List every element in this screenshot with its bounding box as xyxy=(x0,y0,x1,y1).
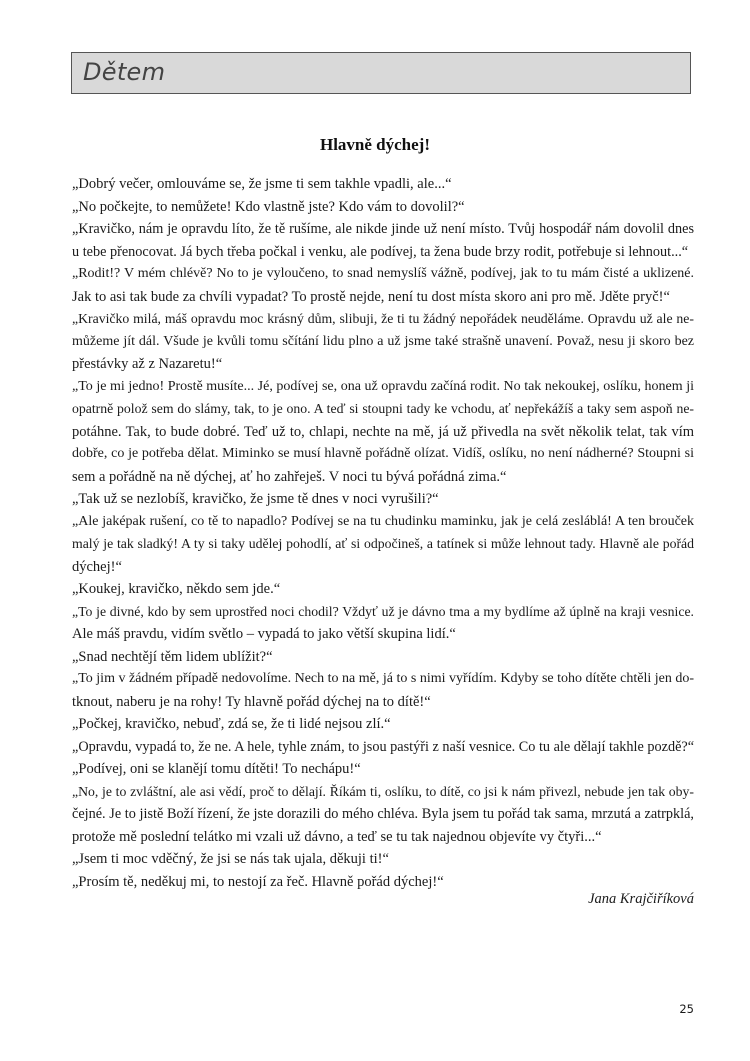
story-line: opatrně polož sem do slámy, tak, to je ono. A teď si stoupni tady ke vchodu, ať nepřekážíš a taky sem aspoň ne- xyxy=(72,401,694,416)
story-line: „Počkej, kravičko, nebuď, zdá se, že ti lidé nejsou zlí.“ xyxy=(72,716,391,732)
story-line: protože mě poslední telátko mi vzali už dávno, a teď se tu tak najednou objevíte vy čtyři...“ xyxy=(72,828,602,845)
story-line: „To je mi jedno! Prostě musíte... Jé, podívej se, ona už opravdu začíná rodit. No tak nekoukej, oslíku, honem ji xyxy=(72,378,694,394)
story-line: dobře, co je potřeba dělat. Miminko se musí hlavně pořádně olízat. Vidíš, oslíku, no není nádherné? Stoupni si xyxy=(72,446,694,461)
story-line: „Jsem ti moc vděčný, že jsi se nás tak ujala, děkuji ti!“ xyxy=(72,851,389,867)
section-banner xyxy=(71,52,691,94)
story-line: přestávky až z Nazaretu!“ xyxy=(72,356,223,372)
story-line: malý je tak sladký! A ty si taky udělej pohodlí, ať si odpočineš, a tatínek si může lehnout tady. Hlavně ale pořád xyxy=(72,536,694,551)
story-line: „Koukej, kravičko, někdo sem jde.“ xyxy=(72,581,281,597)
page-number: 25 xyxy=(679,1002,694,1016)
story-line: „Podívej, oni se klanějí tomu dítěti! To nechápu!“ xyxy=(72,761,361,777)
story-line: „Kravičko, nám je opravdu líto, že tě rušíme, ale nikde jinde už není místo. Tvůj hospodář nám dovolil dnes xyxy=(72,221,694,237)
story-line: „No počkejte, to nemůžete! Kdo vlastně jste? Kdo vám to dovolil?“ xyxy=(72,198,465,215)
story-line: „No, je to zvláštní, ale asi vědí, proč to dělají. Říkám ti, oslíku, to dítě, co jsi k nám přivezl, nebude jen tak oby- xyxy=(72,783,694,799)
story-line: „Kravičko milá, máš opravdu moc krásný dům, slibuji, že ti tu žádný nepořádek neuděláme. Opravdu už ale ne- xyxy=(72,311,694,326)
story-line: „Snad nechtějí těm lidem ublížit?“ xyxy=(72,648,273,665)
story-line: „To jim v žádném případě nedovolíme. Nech to na mě, já to s nimi vyřídím. Kdyby se toho dítěte chtěli jen do- xyxy=(72,671,694,686)
story-line: „To je divné, kdo by sem uprostřed noci chodil? Vždyť už je dávno tma a my bydlíme až úplně na kraji vesnice. xyxy=(72,603,694,619)
story-line: „Prosím tě, neděkuj mi, to nestojí za řeč. Hlavně pořád dýchej!“ xyxy=(72,873,444,890)
section-title: Dětem xyxy=(83,58,166,86)
story-line: „Tak už se nezlobíš, kravičko, že jsme tě dnes v noci vyrušili?“ xyxy=(72,491,439,507)
story-line: můžeme jít dál. Všude je kvůli tomu sčítání lidu plno a už jsme také strašně unavení. Považ, nesu ji skoro bez xyxy=(72,333,694,349)
story-line: sem a pořádně na ně dýchej, ať ho zahřeješ. V noci tu bývá pořádná zima.“ xyxy=(72,468,507,485)
story-line: „Dobrý večer, omlouváme se, že jsme ti sem takhle vpadli, ale...“ xyxy=(72,176,452,192)
story-body xyxy=(72,173,694,893)
story-title: Hlavně dýchej! xyxy=(319,135,431,154)
story-line: tknout, naberu je na rohy! Ty hlavně pořád dýchej na to dítě!“ xyxy=(72,693,431,710)
story-line: „Rodit!? V mém chlévě? No to je vyloučeno, to snad nemyslíš vážně, podívej, jak to tu mám čisté a uklizené. xyxy=(72,266,694,281)
story-line: Jak to asi tak bude za chvíli vypadat? To prostě nejde, není tu dost místa skoro ani pro mě. Jděte pryč!“ xyxy=(72,288,670,305)
story-line: „Opravdu, vypadá to, že ne. A hele, tyhle znám, to jsou pastýři z naší vesnice. Co tu ale dělají takhle pozdě?“ xyxy=(72,738,695,755)
story-line: dýchej!“ xyxy=(72,558,122,575)
author-signature: Jana Krajčiříková xyxy=(588,891,694,907)
story-line: potáhne. Tak, to bude dobré. Teď už to, chlapi, nechte na mě, já už přivedla na svět několik telat, tak vím xyxy=(72,423,694,440)
story-line: u tebe přenocovat. Já bych třeba počkal i venku, ale podívej, ta žena bude brzy rodit, potřebuje si lehnout...“ xyxy=(72,243,689,260)
story-line: Ale máš pravdu, vidím světlo – vypadá to jako větší skupina lidí.“ xyxy=(72,626,456,642)
story-line: čejné. Je to jistě Boží řízení, že jste dorazili do mého chléva. Byla jsem tu pořád tak sama, mrzutá a zatrpklá, xyxy=(72,806,694,822)
story-line: „Ale jaképak rušení, co tě to napadlo? Podívej se na tu chudinku maminku, jak je celá zesláblá! A ten brouček xyxy=(72,513,694,529)
